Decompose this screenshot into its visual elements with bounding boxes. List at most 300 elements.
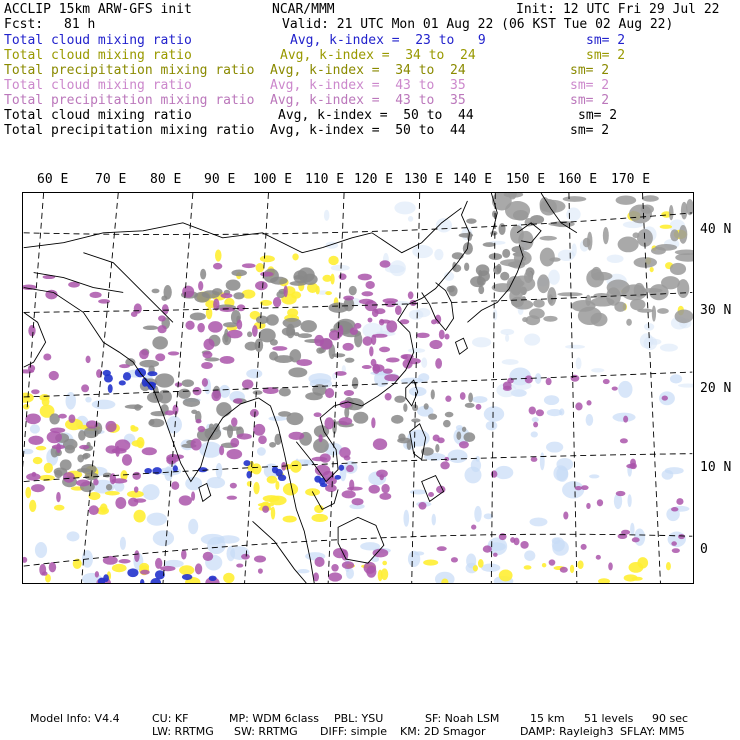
- ice-cloud-region: [182, 574, 193, 580]
- low-cloud-region: [331, 265, 350, 271]
- low-cloud-region: [147, 513, 167, 526]
- deep-cloud-region: [148, 419, 164, 428]
- lon-label: 120 E: [354, 172, 394, 187]
- deep-cloud-region: [329, 303, 349, 313]
- mid-cloud-region: [358, 274, 372, 281]
- low-cloud-region: [668, 531, 686, 547]
- model-info-item: CU: KF: [152, 712, 189, 725]
- legend-k-index: Avg, k-index = 23 to 9: [290, 33, 486, 48]
- low-cloud-region: [591, 368, 604, 372]
- shallow-cloud-region: [577, 560, 583, 569]
- mid-cloud-region: [227, 330, 243, 339]
- low-cloud-region: [269, 416, 287, 421]
- low-cloud-region: [408, 551, 420, 567]
- shallow-cloud-region: [33, 457, 43, 464]
- deep-cloud-region: [679, 225, 687, 244]
- mid-cloud-region: [363, 336, 373, 346]
- deep-cloud-region: [294, 275, 304, 279]
- model-info-item: LW: RRTMG: [152, 725, 214, 738]
- mid-cloud-region: [678, 534, 685, 539]
- mid-cloud-region: [43, 353, 51, 360]
- mid-cloud-region: [203, 339, 214, 350]
- mid-cloud-region: [231, 417, 237, 426]
- low-cloud-region: [410, 489, 427, 494]
- deep-cloud-region: [54, 470, 62, 478]
- coast-arabia: [24, 312, 46, 367]
- deep-cloud-region: [345, 358, 355, 363]
- low-cloud-region: [472, 396, 487, 403]
- low-cloud-region: [660, 344, 678, 352]
- mid-cloud-region: [197, 323, 205, 333]
- mid-cloud-region: [237, 304, 246, 311]
- mid-cloud-region: [181, 549, 187, 559]
- lat-label: 20 N: [700, 381, 732, 396]
- deep-cloud-region: [216, 402, 231, 417]
- deep-cloud-region: [49, 413, 59, 424]
- mid-cloud-region: [203, 552, 214, 561]
- mid-cloud-region: [22, 557, 27, 563]
- low-cloud-region: [257, 447, 266, 456]
- low-cloud-region: [304, 460, 310, 465]
- mid-cloud-region: [198, 426, 205, 432]
- fcst-value: 81 h: [64, 17, 96, 32]
- deep-cloud-region: [533, 299, 545, 307]
- mid-cloud-region: [142, 447, 157, 455]
- deep-cloud-region: [642, 195, 659, 201]
- mid-cloud-region: [616, 491, 626, 496]
- deep-cloud-region: [675, 309, 694, 323]
- mid-cloud-region: [324, 417, 333, 429]
- low-cloud-region: [500, 329, 514, 335]
- mid-cloud-region: [230, 438, 239, 448]
- mid-cloud-region: [314, 412, 322, 417]
- mid-cloud-region: [483, 545, 492, 552]
- shallow-cloud-region: [130, 426, 138, 432]
- mid-cloud-region: [241, 554, 250, 560]
- mid-cloud-region: [171, 481, 179, 489]
- mid-cloud-region: [376, 470, 388, 478]
- shallow-cloud-region: [666, 562, 671, 570]
- low-cloud-region: [218, 535, 240, 543]
- mid-cloud-region: [533, 422, 538, 428]
- mid-cloud-region: [380, 260, 391, 267]
- deep-cloud-region: [505, 201, 530, 220]
- deep-cloud-region: [394, 396, 405, 403]
- mid-cloud-region: [272, 346, 287, 351]
- deep-cloud-region: [353, 412, 368, 424]
- deep-cloud-region: [468, 393, 473, 403]
- deep-cloud-region: [540, 236, 557, 241]
- ice-cloud-region: [127, 568, 138, 577]
- shallow-cloud-region: [423, 560, 438, 566]
- shallow-cloud-region: [42, 397, 50, 406]
- mid-cloud-region: [31, 484, 45, 492]
- low-cloud-region: [297, 569, 310, 573]
- deep-cloud-region: [500, 272, 509, 281]
- ice-cloud-region: [272, 466, 278, 473]
- mid-cloud-region: [81, 384, 89, 392]
- legend-smoothing: sm= 2: [570, 123, 610, 138]
- low-cloud-region: [324, 210, 329, 221]
- low-cloud-region: [556, 466, 568, 481]
- mid-cloud-region: [320, 453, 331, 462]
- mid-cloud-region: [56, 492, 61, 502]
- mid-cloud-region: [343, 343, 354, 351]
- mid-cloud-region: [233, 398, 242, 403]
- mid-cloud-region: [89, 505, 99, 515]
- mid-cloud-region: [236, 564, 243, 568]
- low-cloud-region: [85, 397, 91, 403]
- legend-field-name: Total cloud mixing ratio: [4, 78, 192, 93]
- mid-cloud-region: [95, 571, 99, 577]
- mid-cloud-region: [195, 563, 202, 574]
- mid-cloud-region: [662, 395, 668, 400]
- legend-smoothing: sm= 2: [578, 108, 618, 123]
- mid-cloud-region: [339, 417, 353, 425]
- low-cloud-region: [572, 243, 577, 256]
- mid-cloud-region: [56, 443, 61, 453]
- mid-cloud-region: [373, 438, 387, 450]
- low-cloud-region: [566, 207, 580, 221]
- deep-cloud-region: [677, 279, 689, 298]
- deep-cloud-region: [452, 264, 461, 272]
- deep-cloud-region: [428, 413, 437, 419]
- mid-cloud-region: [32, 472, 37, 477]
- deep-cloud-region: [525, 315, 540, 325]
- mid-cloud-region: [254, 555, 266, 562]
- low-cloud-region: [65, 392, 75, 410]
- mid-cloud-region: [155, 353, 165, 361]
- deep-cloud-region: [477, 277, 482, 285]
- deep-cloud-region: [150, 411, 167, 416]
- deep-cloud-region: [489, 253, 502, 260]
- shallow-cloud-region: [23, 404, 29, 410]
- shallow-cloud-region: [54, 505, 65, 511]
- deep-cloud-region: [294, 332, 300, 336]
- low-cloud-region: [421, 357, 427, 368]
- deep-cloud-region: [398, 433, 405, 441]
- mid-cloud-region: [445, 334, 450, 340]
- mid-cloud-region: [671, 507, 678, 511]
- deep-cloud-region: [279, 387, 291, 396]
- mid-cloud-region: [273, 297, 281, 307]
- mid-cloud-region: [408, 291, 414, 299]
- low-cloud-region: [409, 310, 424, 320]
- deep-cloud-region: [496, 264, 501, 273]
- mid-cloud-region: [386, 320, 397, 332]
- low-cloud-region: [589, 474, 599, 478]
- deep-cloud-region: [200, 269, 206, 280]
- shallow-cloud-region: [378, 570, 383, 582]
- mid-cloud-region: [325, 388, 334, 398]
- mid-cloud-region: [395, 305, 402, 315]
- mid-cloud-region: [255, 281, 268, 290]
- shallow-cloud-region: [499, 569, 513, 581]
- mid-cloud-region: [676, 498, 683, 505]
- center-label: NCAR/MMM: [272, 2, 335, 17]
- mid-cloud-region: [350, 327, 358, 335]
- mid-cloud-region: [626, 464, 636, 468]
- model-info-item: 51 levels: [584, 712, 634, 725]
- legend-k-index: Avg, k-index = 50 to 44: [270, 123, 466, 138]
- deep-cloud-region: [466, 218, 476, 223]
- mid-cloud-region: [514, 538, 520, 546]
- mid-cloud-region: [362, 365, 372, 369]
- mid-cloud-region: [529, 406, 536, 414]
- low-cloud-region: [540, 452, 545, 470]
- mid-cloud-region: [418, 502, 426, 510]
- deep-cloud-region: [499, 223, 506, 235]
- mid-cloud-region: [230, 483, 237, 489]
- legend-smoothing: sm= 2: [570, 93, 610, 108]
- mid-cloud-region: [105, 421, 116, 432]
- model-info-item: MP: WDM 6class: [229, 712, 319, 725]
- deep-cloud-region: [253, 390, 263, 394]
- shallow-cloud-region: [112, 564, 127, 572]
- mid-cloud-region: [372, 364, 380, 374]
- shallow-cloud-region: [382, 561, 387, 566]
- mid-cloud-region: [471, 525, 476, 530]
- shallow-cloud-region: [478, 559, 484, 568]
- deep-cloud-region: [63, 439, 78, 450]
- low-cloud-region: [389, 260, 406, 276]
- deep-cloud-region: [231, 270, 247, 277]
- low-cloud-region: [142, 484, 159, 500]
- border-central-asia: [24, 223, 322, 253]
- deep-cloud-region: [178, 389, 191, 399]
- lat-label: 0: [700, 542, 708, 557]
- mid-cloud-region: [185, 321, 194, 330]
- shallow-cloud-region: [325, 291, 332, 295]
- low-cloud-region: [552, 540, 569, 556]
- deep-cloud-region: [269, 351, 278, 360]
- mid-cloud-region: [369, 346, 373, 356]
- deep-cloud-region: [411, 418, 420, 422]
- ice-cloud-region: [334, 475, 341, 480]
- mid-cloud-region: [191, 438, 202, 450]
- low-cloud-region: [630, 523, 634, 536]
- mid-cloud-region: [260, 272, 273, 277]
- mid-cloud-region: [623, 416, 628, 423]
- deep-cloud-region: [563, 196, 587, 202]
- mid-cloud-region: [371, 335, 376, 346]
- lon-label: 80 E: [150, 172, 182, 187]
- shallow-cloud-region: [283, 516, 297, 523]
- legend-field-name: Total precipitation mixing ratio: [4, 63, 255, 78]
- mid-cloud-region: [344, 455, 351, 460]
- ice-cloud-region: [278, 475, 286, 481]
- mid-cloud-region: [134, 550, 139, 562]
- mid-cloud-region: [79, 445, 89, 449]
- mid-cloud-region: [211, 390, 221, 401]
- shallow-cloud-region: [269, 496, 286, 506]
- mid-cloud-region: [68, 414, 75, 423]
- mid-cloud-region: [198, 281, 203, 291]
- mid-cloud-region: [258, 568, 263, 573]
- deep-cloud-region: [464, 432, 476, 442]
- low-cloud-region: [199, 442, 221, 458]
- mid-cloud-region: [131, 311, 138, 317]
- deep-cloud-region: [583, 238, 591, 247]
- low-cloud-region: [67, 531, 80, 541]
- mid-cloud-region: [201, 362, 213, 369]
- ice-cloud-region: [209, 576, 217, 581]
- mid-cloud-region: [262, 506, 269, 513]
- low-cloud-region: [502, 359, 519, 365]
- deep-cloud-region: [163, 285, 171, 300]
- ice-cloud-region: [108, 384, 113, 393]
- mid-cloud-region: [115, 446, 119, 457]
- deep-cloud-region: [478, 286, 484, 295]
- legend-k-index: Avg, k-index = 50 to 44: [278, 108, 474, 123]
- mid-cloud-region: [440, 461, 449, 469]
- mid-cloud-region: [128, 498, 138, 507]
- deep-cloud-region: [670, 263, 686, 275]
- mid-cloud-region: [503, 381, 512, 389]
- mid-cloud-region: [581, 485, 589, 490]
- mid-cloud-region: [451, 557, 458, 562]
- mid-cloud-region: [493, 553, 498, 557]
- legend-smoothing: sm= 2: [570, 78, 610, 93]
- deep-cloud-region: [143, 326, 158, 330]
- deep-cloud-region: [352, 377, 358, 389]
- deep-cloud-region: [435, 444, 439, 452]
- mid-cloud-region: [118, 559, 130, 563]
- mid-cloud-region: [132, 472, 141, 480]
- low-cloud-region: [607, 254, 624, 263]
- deep-cloud-region: [84, 427, 99, 438]
- mid-cloud-region: [111, 478, 127, 483]
- deep-cloud-region: [657, 308, 669, 314]
- legend-smoothing: sm= 2: [586, 33, 626, 48]
- low-cloud-region: [434, 249, 443, 260]
- deep-cloud-region: [447, 286, 455, 293]
- lon-gridline: [163, 193, 193, 583]
- low-cloud-region: [640, 333, 653, 348]
- deep-cloud-region: [300, 320, 317, 332]
- plot-title: ACCLIP 15km ARW-GFS init: [4, 2, 192, 17]
- low-cloud-region: [207, 477, 225, 488]
- mid-cloud-region: [612, 387, 618, 391]
- deep-cloud-region: [443, 420, 451, 428]
- mid-cloud-region: [314, 557, 324, 567]
- shallow-cloud-region: [291, 291, 301, 298]
- mid-cloud-region: [122, 454, 132, 466]
- low-cloud-region: [476, 456, 480, 462]
- low-cloud-region: [120, 537, 126, 550]
- mid-cloud-region: [581, 544, 587, 550]
- shallow-cloud-region: [223, 573, 234, 583]
- deep-cloud-region: [518, 231, 533, 250]
- low-cloud-region: [531, 431, 538, 437]
- low-cloud-region: [35, 542, 47, 558]
- lon-label: 70 E: [95, 172, 127, 187]
- ice-cloud-region: [173, 465, 178, 472]
- coast-japan-kyushu: [456, 338, 468, 354]
- shallow-cloud-region: [570, 565, 574, 573]
- mid-cloud-region: [476, 404, 482, 410]
- model-info-item: 90 sec: [652, 712, 689, 725]
- mid-cloud-region: [596, 555, 601, 560]
- deep-cloud-region: [424, 403, 429, 409]
- lat-lon-grid: [22, 193, 692, 583]
- deep-cloud-region: [616, 196, 637, 205]
- mid-cloud-region: [219, 307, 235, 312]
- lat-label: 40 N: [700, 222, 732, 237]
- shallow-cloud-region: [283, 483, 298, 495]
- mid-cloud-region: [416, 333, 430, 338]
- legend-smoothing: sm= 2: [586, 48, 626, 63]
- mid-cloud-region: [319, 434, 323, 442]
- low-cloud-region: [524, 333, 540, 345]
- mid-cloud-region: [372, 309, 379, 317]
- mid-cloud-region: [202, 351, 212, 358]
- mid-cloud-region: [381, 484, 389, 493]
- deep-cloud-region: [227, 425, 233, 439]
- deep-cloud-region: [548, 222, 571, 227]
- shallow-cloud-region: [473, 565, 478, 571]
- lon-gridline: [491, 193, 495, 583]
- mid-cloud-region: [226, 449, 242, 459]
- deep-cloud-region: [652, 305, 656, 321]
- shallow-cloud-region: [598, 578, 610, 584]
- deep-cloud-region: [507, 276, 523, 294]
- deep-cloud-region: [445, 412, 454, 418]
- low-cloud-region: [471, 459, 481, 473]
- shallow-cloud-region: [105, 491, 120, 496]
- mid-cloud-region: [49, 371, 59, 381]
- mid-cloud-region: [460, 392, 466, 400]
- low-cloud-region: [495, 466, 514, 479]
- mid-cloud-region: [366, 566, 376, 578]
- mid-cloud-region: [227, 496, 237, 500]
- mid-cloud-region: [42, 571, 48, 575]
- mid-cloud-region: [373, 549, 389, 558]
- deep-cloud-region: [134, 404, 141, 411]
- shallow-cloud-region: [524, 565, 532, 569]
- mid-cloud-region: [253, 424, 265, 436]
- mid-cloud-region: [347, 487, 363, 491]
- deep-cloud-region: [603, 227, 609, 244]
- mid-cloud-region: [531, 457, 538, 462]
- mid-cloud-region: [342, 490, 356, 498]
- shallow-cloud-region: [328, 256, 338, 265]
- deep-cloud-region: [465, 403, 475, 408]
- lon-label: 140 E: [453, 172, 493, 187]
- mid-cloud-region: [546, 378, 552, 385]
- legend-field-name: Total cloud mixing ratio: [4, 108, 192, 123]
- mid-cloud-region: [134, 486, 138, 492]
- deep-cloud-region: [557, 292, 582, 296]
- mid-cloud-region: [115, 497, 126, 509]
- mid-cloud-region: [379, 347, 390, 353]
- lon-label: 60 E: [37, 172, 69, 187]
- mid-cloud-region: [671, 541, 677, 546]
- mid-cloud-region: [429, 340, 442, 349]
- deep-cloud-region: [349, 286, 357, 295]
- deep-cloud-region: [77, 454, 84, 462]
- mid-cloud-region: [328, 572, 342, 581]
- mid-cloud-region: [365, 281, 374, 289]
- mid-cloud-region: [672, 548, 680, 553]
- deep-cloud-region: [270, 339, 278, 345]
- deep-cloud-region: [190, 312, 206, 320]
- ice-cloud-region: [147, 371, 157, 376]
- deep-cloud-region: [537, 274, 549, 293]
- shallow-cloud-region: [134, 510, 146, 523]
- deep-cloud-region: [77, 468, 91, 472]
- mid-cloud-region: [536, 409, 544, 416]
